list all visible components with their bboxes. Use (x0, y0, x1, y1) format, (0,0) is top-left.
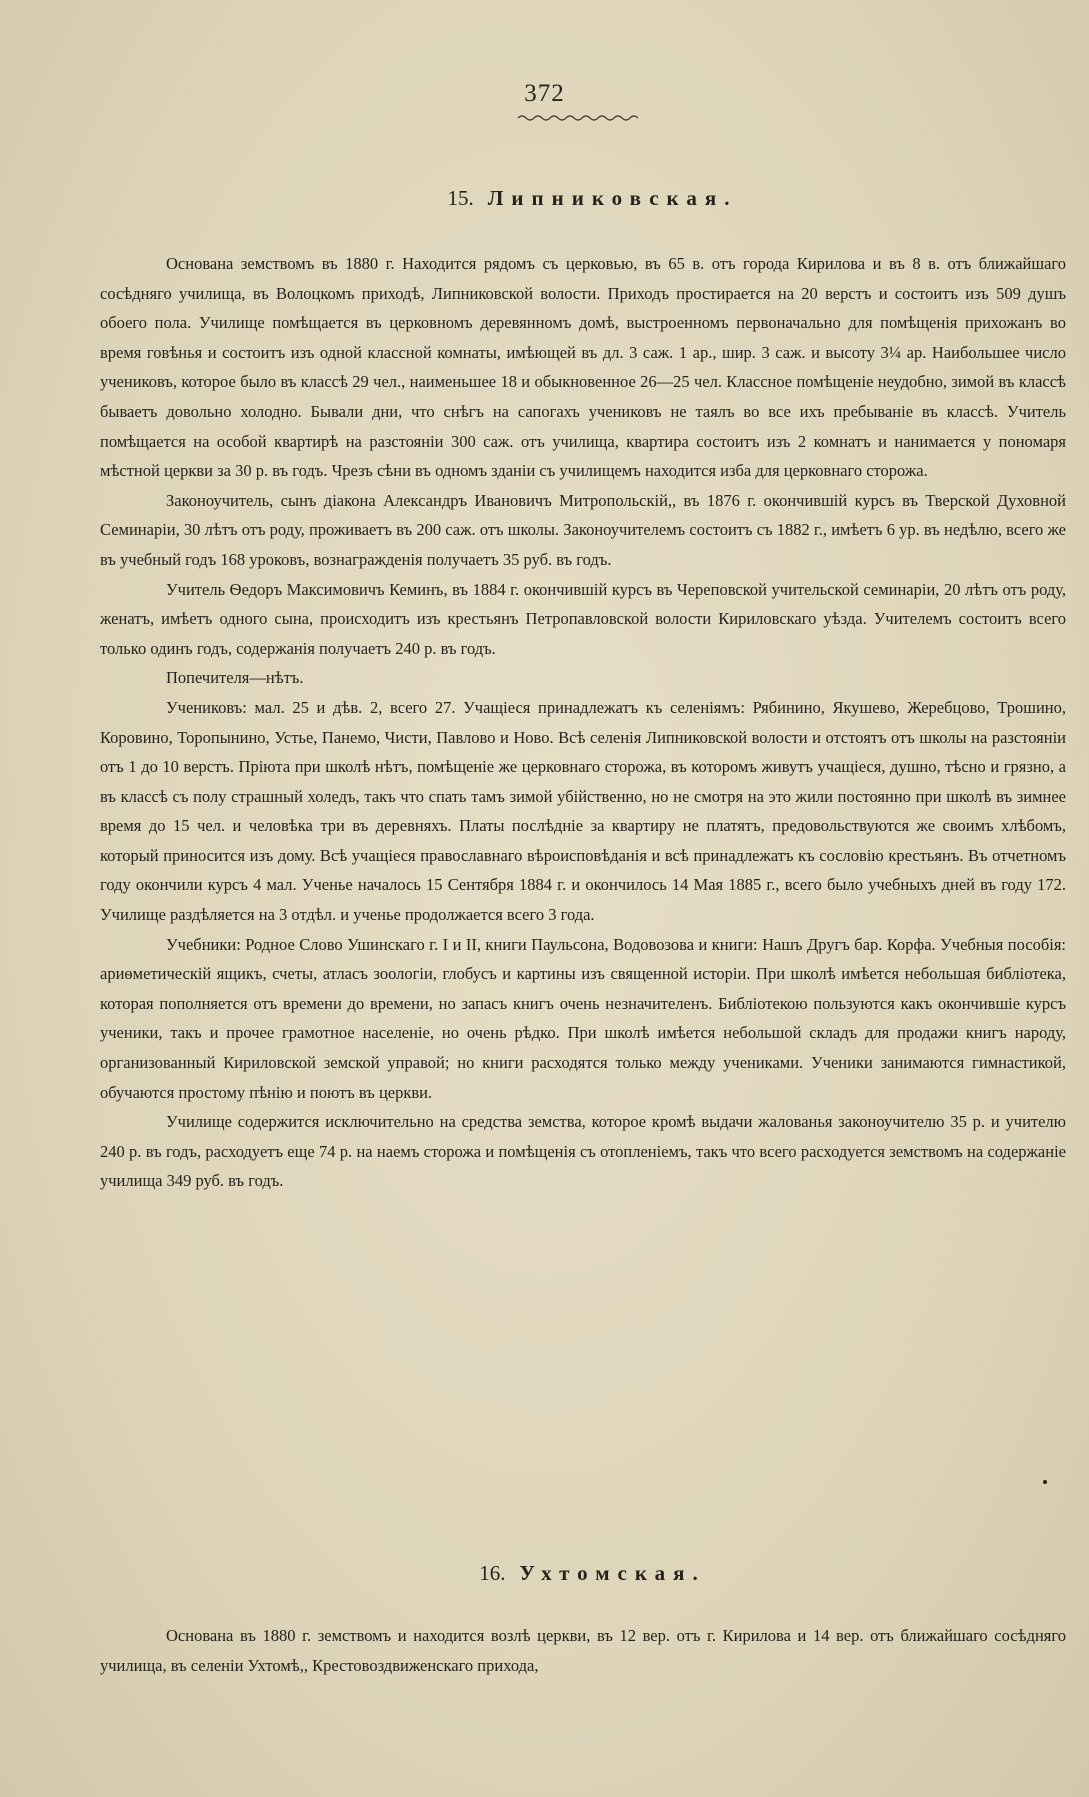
paragraph: Учитель Ѳедоръ Максимовичъ Кеминъ, въ 1884 г. окончившій курсъ въ Череповской учительской семинаріи, 20 лѣтъ отъ роду, женатъ, имѣетъ одного сына, происходитъ изъ крестьянъ Петропавловской волости Кириловскаго уѣзда. Учителемъ состоитъ всего только одинъ годъ, содержанія получаетъ 240 р. въ годъ. (100, 579, 1066, 658)
paragraph: Попечителя—нѣтъ. (166, 668, 304, 688)
section-body-15 (100, 249, 1066, 1196)
section-body-16 (100, 1621, 1066, 1680)
section-heading-16 (48, 1561, 1089, 1586)
page-number: 372 (524, 80, 565, 107)
paragraph: Учениковъ: мал. 25 и дѣв. 2, всего 27. Учащіеся принадлежатъ къ селеніямъ: Рябинино, Якушево, Жеребцово, Трошино, Коровино, Торопынино, Устье, Панемо, Чисти, Павлово и Ново. Всѣ селенія Липниковской волости и отстоятъ отъ школы на разстояніи отъ 1 до 10 верстъ. Пріюта при школѣ нѣтъ, помѣщеніе же церковнаго сторожа, въ которомъ живутъ учащіеся, душно, тѣсно и грязно, а въ классѣ съ полу страшный холедъ, такъ что спать тамъ зимой убійственно, но не смотря на это жили постоянно при школѣ въ зимнее время до 15 чел. и человѣка три въ деревняхъ. Платы послѣдніе за квартиру не платятъ, предовольствуются же своимъ хлѣбомъ, который приносится изъ дому. Всѣ учащіеся православнаго вѣроисповѣданія и всѣ принадлежатъ къ сословію крестьянъ. Въ отчетномъ году окончили курсъ 4 мал. Ученье началось 15 Сентября 1884 г. и окончилось 14 Мая 1885 г., всего было учебныхъ дней въ году 172. Училище раздѣляется на 3 отдѣл. и ученье продолжается всего 3 года. (100, 697, 1066, 925)
section-heading-15 (48, 186, 1089, 211)
paragraph: Законоучитель, сынъ діакона Александръ Ивановичъ Митропольскій,, въ 1876 г. окончившій курсъ въ Тверской Духовной Семинаріи, 30 лѣтъ отъ роду, проживаетъ въ 200 саж. отъ школы. Законоучителемъ состоитъ съ 1882 г., имѣетъ 6 ур. въ недѣлю, всего же въ учебный годъ 168 уроковъ, вознагражденія получаетъ 35 руб. въ годъ. (100, 490, 1066, 569)
paragraph: Училище содержится исключительно на средства земства, которое кромѣ выдачи жалованья законоучителю 35 р. и учителю 240 р. въ годъ, расходуетъ еще 74 р. на наемъ сторожа и помѣщенія съ отопленіемъ, такъ что всего расходуется земствомъ на содержаніе училища 349 руб. въ годъ. (100, 1112, 1066, 1191)
section-title: Ухтомская. (519, 1561, 706, 1585)
paragraph: Учебники: Родное Слово Ушинскаго г. I и II, книги Паульсона, Водовозова и книги: Нашъ Другъ бар. Корфа. Учебныя пособія: ариѳметическій ящикъ, счеты, атласъ зоологіи, глобусъ и картины изъ священной исторіи. При школѣ имѣется небольшая библіотека, которая пополняется отъ времени до времени, но запасъ книгъ очень незначителенъ. Библіотекою пользуются какъ окончившіе курсъ ученики, такъ и прочее грамотное населеніе, но очень рѣдко. При школѣ имѣется небольшой складъ для продажи книгъ народу, организованный Кириловской земской управой; но книги расходятся только между учениками. Ученики занимаются гимнастикой, обучаются простому пѣнію и поютъ въ церкви. (100, 934, 1066, 1102)
section-number: 15. (447, 186, 474, 210)
section-number: 16. (479, 1561, 506, 1585)
ink-dot (1043, 1480, 1047, 1484)
paragraph: Основана земствомъ въ 1880 г. Находится рядомъ съ церковью, въ 65 в. отъ города Кирилова и въ 8 в. отъ ближайшаго сосѣдняго училища, въ Волоцкомъ приходѣ, Липниковской волости. Приходъ простирается на 20 верстъ и состоитъ изъ 509 душъ обоего пола. Училище помѣщается въ церковномъ деревянномъ домѣ, выстроенномъ первоначально для помѣщенія прихожанъ во время говѣнья и состоитъ изъ одной классной комнаты, имѣющей въ дл. 3 саж. 1 ар., шир. 3 саж. и высоту 3¼ ар. Наибольшее число учениковъ, которое было въ классѣ 29 чел., наименьшее 18 и обыкновенное 26—25 чел. Классное помѣщеніе неудобно, зимой въ классѣ бываетъ довольно холодно. Бывали дни, что снѣгъ на сапогахъ учениковъ не таялъ во все ихъ пребываніе въ классѣ. Учитель помѣщается на особой квартирѣ на разстояніи 300 саж. отъ училища, квартира состоитъ изъ 2 комнатъ и нанимается у пономаря мѣстной церкви за 30 р. въ годъ. Чрезъ сѣни въ одномъ зданіи съ училищемъ находится изба для церковнаго сторожа. (100, 254, 1066, 481)
paragraph: Основана въ 1880 г. земствомъ и находится возлѣ церкви, въ 12 вер. отъ г. Кирилова и 14 вер. отъ ближайшаго сосѣдняго училища, въ селеніи Ухтомѣ,, Крестовоздвиженскаго прихода, (100, 1626, 1066, 1675)
page-number-ornament (516, 113, 644, 123)
section-title: Липниковская. (487, 186, 738, 210)
